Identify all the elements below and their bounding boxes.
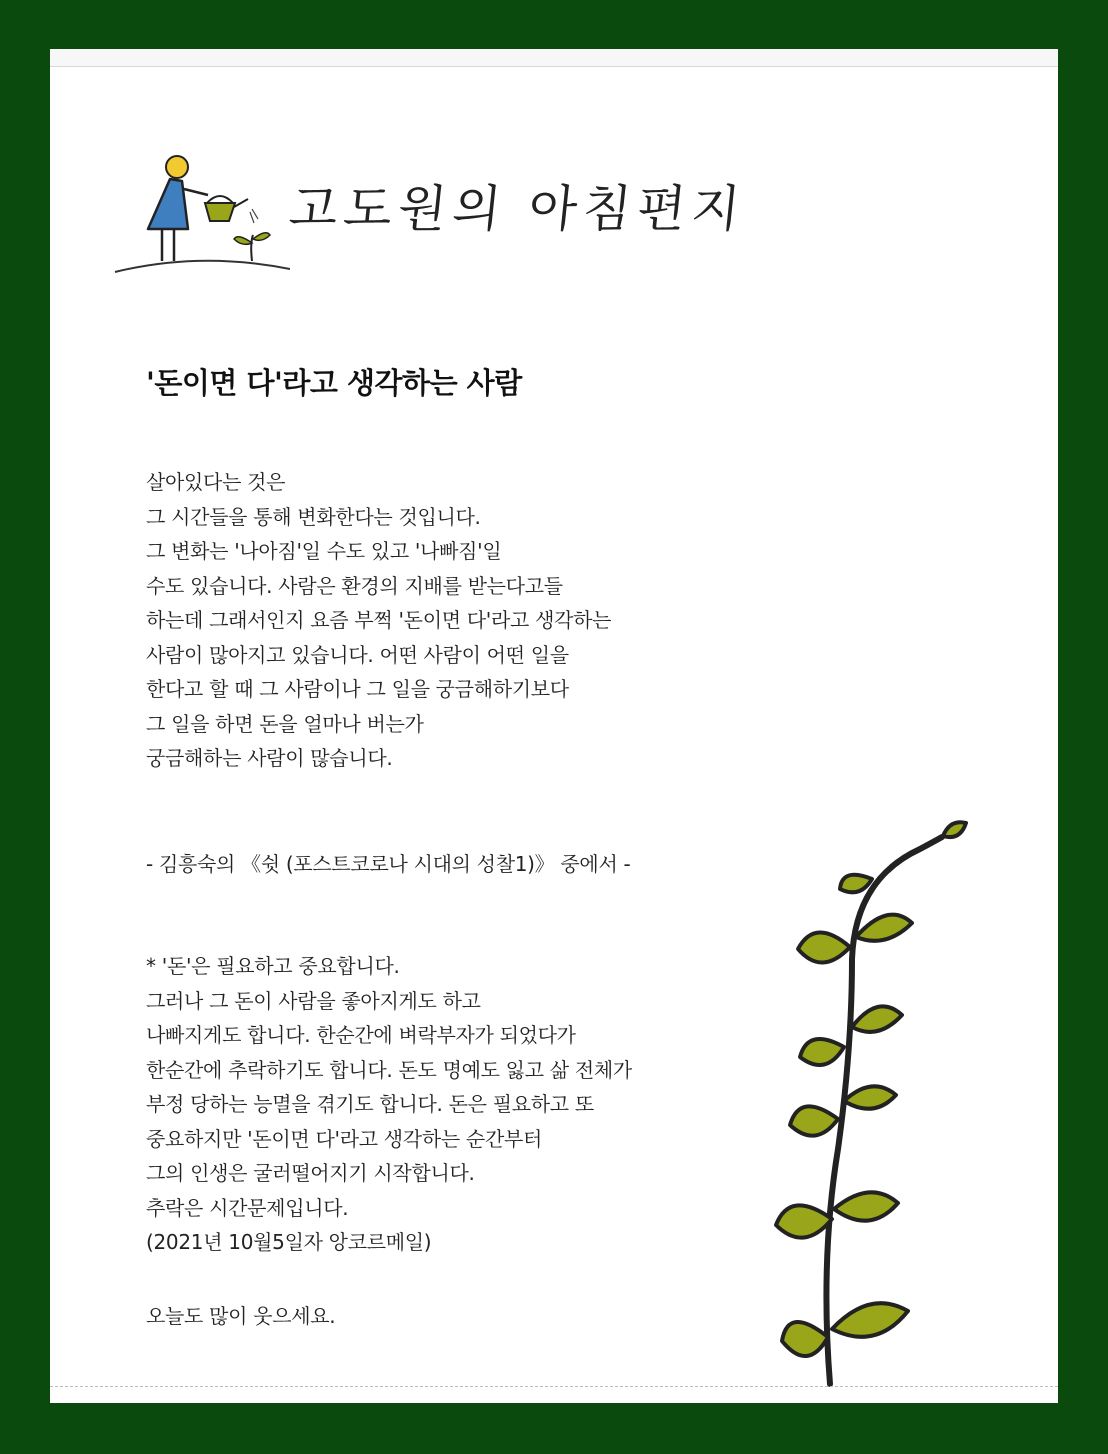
top-divider — [50, 49, 1058, 67]
bottom-divider — [50, 1386, 1058, 1387]
comment-line: 나빠지게도 합니다. 한순간에 벼락부자가 되었다가 — [146, 1023, 576, 1047]
comment-line: 그러나 그 돈이 사람을 좋아지게도 하고 — [146, 988, 481, 1013]
letter-page — [50, 49, 1058, 1403]
closing-line: 오늘도 많이 웃으세요. — [146, 1304, 336, 1328]
comment-line: 한순간에 추락하기도 합니다. 돈도 명예도 잃고 삶 전체가 — [146, 1057, 632, 1082]
quote-line: 사람이 많아지고 있습니다. 어떤 사람이 어떤 일을 — [146, 642, 569, 667]
quote-line: 궁금해하는 사람이 많습니다. — [146, 746, 393, 770]
quote-line: 그 변화는 '나아짐'일 수도 있고 '나빠짐'일 — [146, 539, 502, 563]
source-line: - 김흥숙의 《쉿 (포스트코로나 시대의 성찰1)》 중에서 - — [146, 852, 631, 876]
quote-line: 그 일을 하면 돈을 얼마나 버는가 — [146, 711, 424, 736]
woman-watering-plant-icon — [110, 149, 290, 279]
quote-paragraph — [146, 465, 611, 776]
comment-line: 부정 당하는 능멸을 겪기도 합니다. 돈은 필요하고 또 — [146, 1092, 594, 1116]
logo-text: 고도원의 아침편지 — [286, 180, 749, 238]
source-citation — [146, 847, 630, 882]
closing-greeting — [146, 1299, 335, 1334]
quote-line: 한다고 할 때 그 사람이나 그 일을 궁금해하기보다 — [146, 677, 569, 701]
quote-line: 수도 있습니다. 사람은 환경의 지배를 받는다고들 — [146, 573, 563, 598]
vine-icon — [760, 789, 1020, 1389]
comment-paragraph — [146, 949, 632, 1260]
comment-line: 추락은 시간문제입니다. — [146, 1195, 349, 1220]
comment-line: 중요하지만 '돈이면 다'라고 생각하는 순간부터 — [146, 1126, 543, 1151]
quote-line: 그 시간들을 통해 변화한다는 것입니다. — [146, 504, 481, 529]
comment-line: (2021년 10월5일자 앙코르메일) — [146, 1230, 432, 1254]
quote-line: 살아있다는 것은 — [146, 470, 286, 494]
comment-line: * '돈'은 필요하고 중요합니다. — [146, 954, 400, 978]
comment-line: 그의 인생은 굴러떨어지기 시작합니다. — [146, 1161, 475, 1185]
quote-line: 하는데 그래서인지 요즘 부쩍 '돈이면 다'라고 생각하는 — [146, 608, 612, 632]
letter-title: '돈이면 다'라고 생각하는 사람 — [146, 366, 522, 400]
